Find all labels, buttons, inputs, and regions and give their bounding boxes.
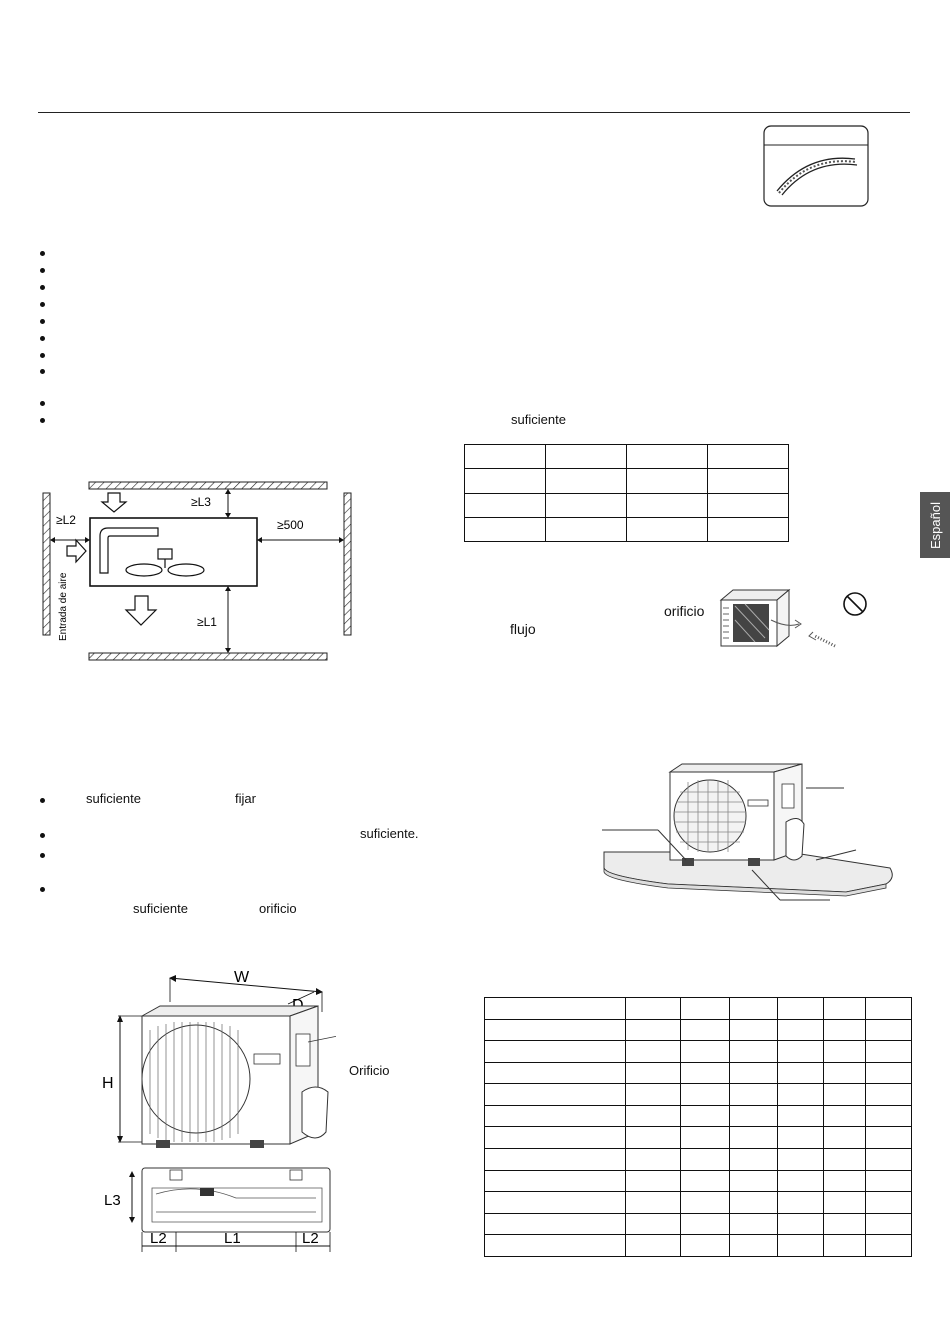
header-rule bbox=[38, 112, 910, 113]
word-suficiente: suficiente bbox=[86, 791, 141, 806]
dim-w: W bbox=[234, 969, 250, 986]
bullet bbox=[40, 853, 45, 858]
dim-l2-right: L2 bbox=[302, 1230, 319, 1247]
label-air-inlet: Entrada de aire bbox=[58, 572, 69, 641]
bullet bbox=[40, 833, 45, 838]
word-suficiente: suficiente. bbox=[360, 826, 419, 841]
word-suficiente: suficiente bbox=[133, 901, 188, 916]
dim-l3: L3 bbox=[104, 1192, 121, 1209]
pipe-accessory-figure bbox=[763, 125, 869, 207]
bullet bbox=[40, 285, 45, 290]
bullet bbox=[40, 251, 45, 256]
word-suficiente: suficiente bbox=[511, 412, 566, 427]
dimension-drawing bbox=[96, 962, 336, 1262]
word-fijar: fijar bbox=[235, 791, 256, 806]
bullet bbox=[40, 268, 45, 273]
orificio-label: Orificio bbox=[349, 1063, 390, 1078]
bullet bbox=[40, 401, 45, 406]
word-orificio: orificio bbox=[664, 603, 705, 619]
word-orificio: orificio bbox=[259, 901, 297, 916]
dim-h: H bbox=[102, 1075, 114, 1092]
bullet bbox=[40, 369, 45, 374]
dimensions-table bbox=[484, 997, 912, 1257]
bullet bbox=[40, 887, 45, 892]
bullet bbox=[40, 336, 45, 341]
label-l2: ≥L2 bbox=[56, 513, 76, 527]
label-l1: ≥L1 bbox=[197, 615, 217, 629]
label-500: ≥500 bbox=[277, 518, 304, 532]
bullet bbox=[40, 319, 45, 324]
prohibited-icon bbox=[842, 591, 868, 617]
language-tab[interactable]: Español bbox=[920, 492, 950, 558]
bullet bbox=[40, 798, 45, 803]
word-flujo: flujo bbox=[510, 621, 536, 637]
clearance-table bbox=[464, 444, 789, 542]
bullet bbox=[40, 353, 45, 358]
dim-l2-left: L2 bbox=[150, 1230, 167, 1247]
unit-on-base-figure bbox=[598, 760, 898, 905]
airflow-unit-figure bbox=[715, 580, 840, 652]
clearance-diagram bbox=[40, 478, 360, 663]
bullet bbox=[40, 418, 45, 423]
label-l3: ≥L3 bbox=[191, 495, 211, 509]
bullet bbox=[40, 302, 45, 307]
dim-l1: L1 bbox=[224, 1230, 241, 1247]
